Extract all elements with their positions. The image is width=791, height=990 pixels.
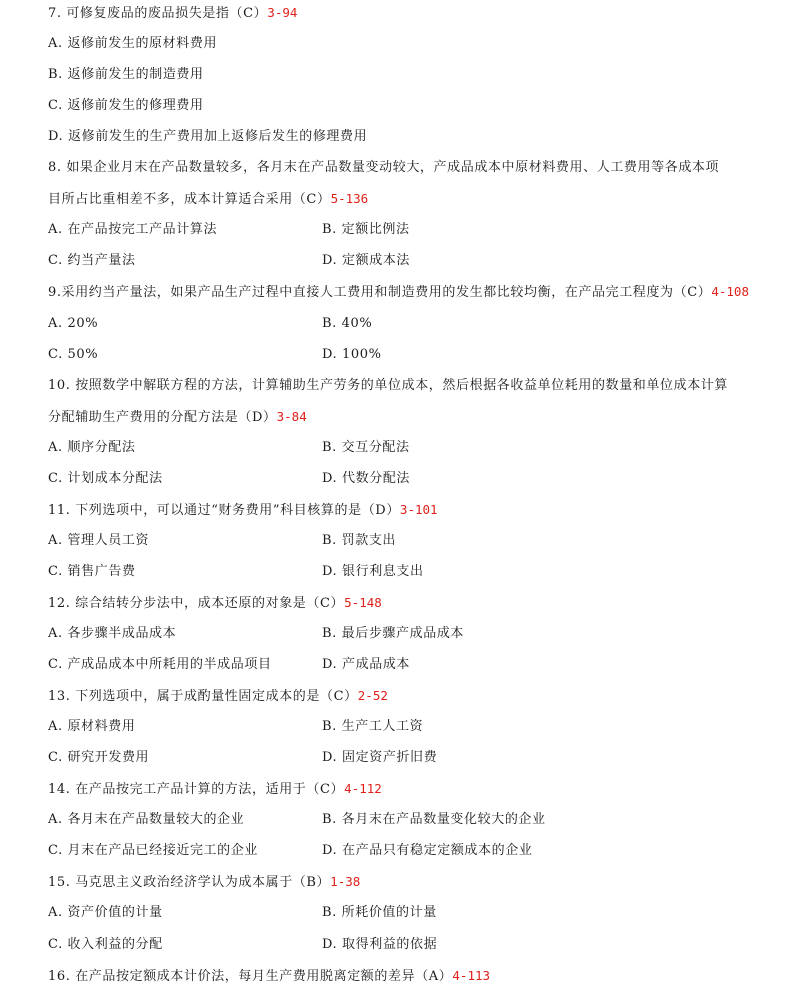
answer-option	[48, 438, 135, 458]
question-stem-text: 15. 马克思主义政治经济学认为成本属于（B）	[48, 875, 331, 891]
answer-option	[48, 251, 136, 271]
option-text: A. 顺序分配法	[48, 439, 136, 455]
option-text: C. 月末在产品已经接近完工的企业	[48, 843, 258, 859]
answer-option	[48, 34, 217, 54]
question-stem	[48, 282, 749, 302]
option-text: B. 各月末在产品数量变化较大的企业	[322, 812, 546, 828]
question-stem-text: 13. 下列选项中，属于成酌量性固定成本的是（C）	[48, 689, 358, 705]
option-text: D. 产成品成本	[322, 657, 411, 673]
option-text: D. 取得利益的依据	[322, 936, 438, 952]
page-reference: 3-94	[267, 5, 298, 20]
option-text: B. 罚款支出	[322, 532, 397, 548]
answer-option	[48, 748, 149, 768]
answer-option	[48, 903, 163, 923]
question-stem-text: 7. 可修复废品的废品损失是指（C）	[48, 6, 268, 21]
answer-option	[48, 717, 135, 737]
question-stem	[48, 686, 388, 706]
answer-option	[48, 841, 258, 861]
answer-option	[48, 345, 98, 365]
page-reference: 5-148	[344, 594, 382, 610]
page-reference: 2-52	[357, 688, 388, 704]
option-text: B. 返修前发生的制造费用	[48, 67, 204, 83]
option-text: C. 计划成本分配法	[48, 470, 163, 486]
question-stem	[48, 158, 719, 178]
option-text: D. 代数分配法	[322, 470, 411, 486]
option-text: C. 返修前发生的修理费用	[48, 98, 204, 114]
option-text: D. 固定资产折旧费	[322, 750, 438, 766]
question-stem-text: 11. 下列选项中，可以通过“财务费用”科目核算的是（D）	[48, 502, 400, 518]
answer-option	[322, 220, 410, 240]
answer-option	[48, 531, 149, 551]
question-stem-text: 14. 在产品按完工产品计算的方法，适用于（C）	[48, 782, 345, 798]
question-stem-text: 10. 按照数学中解联方程的方法，计算辅助生产劳务的单位成本，然后根据各收益单位耗用的数量和单位成本计算	[48, 377, 729, 393]
question-stem-text: 16. 在产品按定额成本计价法，每月生产费用脱离定额的差异（A）	[48, 968, 453, 984]
option-text: C. 销售广告费	[48, 563, 136, 579]
answer-option	[322, 841, 532, 861]
option-text: B. 所耗价值的计量	[322, 905, 437, 921]
option-text: C. 收入利益的分配	[48, 936, 163, 952]
answer-option	[322, 935, 437, 955]
answer-option	[48, 96, 204, 116]
answer-option	[322, 314, 372, 334]
question-stem	[48, 407, 307, 427]
answer-option	[322, 345, 382, 365]
option-text: A. 各月末在产品数量较大的企业	[48, 812, 245, 828]
option-text: D. 100%	[322, 346, 382, 362]
page-reference: 3-84	[276, 408, 307, 424]
answer-option	[322, 562, 424, 582]
option-text: C. 产成品成本中所耗用的半成品项目	[48, 657, 272, 673]
page-reference: 5-136	[330, 191, 369, 207]
answer-option	[48, 562, 136, 582]
page-reference: 1-38	[330, 874, 361, 890]
option-text: A. 各步骤半成品成本	[48, 626, 177, 641]
question-stem	[48, 872, 360, 892]
question-stem	[48, 376, 728, 396]
option-text: B. 生产工人工资	[322, 719, 424, 735]
option-text: A. 管理人员工资	[48, 532, 150, 548]
option-text: B. 定额比例法	[322, 222, 410, 238]
option-text: A. 返修前发生的原材料费用	[48, 36, 218, 52]
answer-option	[322, 748, 437, 768]
question-stem	[48, 189, 368, 209]
option-text: D. 在产品只有稳定定额成本的企业	[322, 843, 533, 859]
answer-option	[48, 935, 163, 955]
answer-option	[48, 220, 217, 240]
option-text: C. 约当产量法	[48, 253, 136, 269]
answer-option	[48, 624, 176, 644]
answer-option	[322, 903, 437, 923]
option-text: C. 50%	[48, 346, 99, 362]
answer-option	[48, 469, 163, 489]
answer-option	[322, 717, 423, 737]
question-stem	[48, 593, 382, 613]
answer-option	[322, 251, 410, 271]
answer-option	[48, 314, 98, 334]
question-stem-text: 分配辅助生产费用的分配方法是（D）	[48, 409, 277, 425]
answer-option	[322, 531, 396, 551]
option-text: C. 研究开发费用	[48, 750, 150, 766]
option-text: A. 资产价值的计量	[48, 905, 163, 921]
question-stem	[48, 966, 490, 986]
option-text: D. 返修前发生的生产费用加上返修后发生的修理费用	[48, 129, 368, 145]
question-stem-text: 12. 综合结转分步法中，成本还原的对象是（C）	[48, 595, 345, 611]
question-stem-text: 8. 如果企业月末在产品数量较多，各月末在产品数量变动较大，产成品成本中原材料费用、人工费用等各成本项	[48, 160, 720, 176]
answer-option	[322, 624, 464, 644]
answer-option	[322, 810, 546, 830]
page-reference: 3-101	[399, 501, 438, 517]
question-stem	[48, 779, 382, 799]
option-text: D. 银行利息支出	[322, 563, 424, 579]
answer-option	[322, 469, 410, 489]
answer-option	[48, 65, 204, 85]
page-reference: 4-108	[711, 284, 749, 300]
option-text: A. 在产品按完工产品计算法	[48, 222, 218, 238]
answer-option	[48, 127, 367, 147]
option-text: D. 定额成本法	[322, 253, 411, 269]
answer-option	[322, 438, 410, 458]
option-text: A. 20%	[48, 315, 99, 331]
answer-option	[48, 810, 244, 830]
option-text: B. 交互分配法	[322, 439, 410, 455]
question-stem	[48, 3, 297, 23]
question-stem-text: 9.采用约当产量法，如果产品生产过程中直接人工费用和制造费用的发生都比较均衡，在产品完工程度为（C）	[48, 285, 712, 301]
option-text: B. 40%	[322, 315, 373, 331]
question-stem	[48, 500, 438, 520]
answer-option	[322, 655, 410, 675]
option-text: B. 最后步骤产成品成本	[322, 626, 465, 641]
answer-option	[48, 655, 272, 675]
question-stem-text: 目所占比重相差不多，成本计算适合采用（C）	[48, 192, 331, 208]
page-reference: 4-113	[452, 967, 491, 983]
option-text: A. 原材料费用	[48, 719, 136, 735]
page-reference: 4-112	[344, 781, 382, 797]
